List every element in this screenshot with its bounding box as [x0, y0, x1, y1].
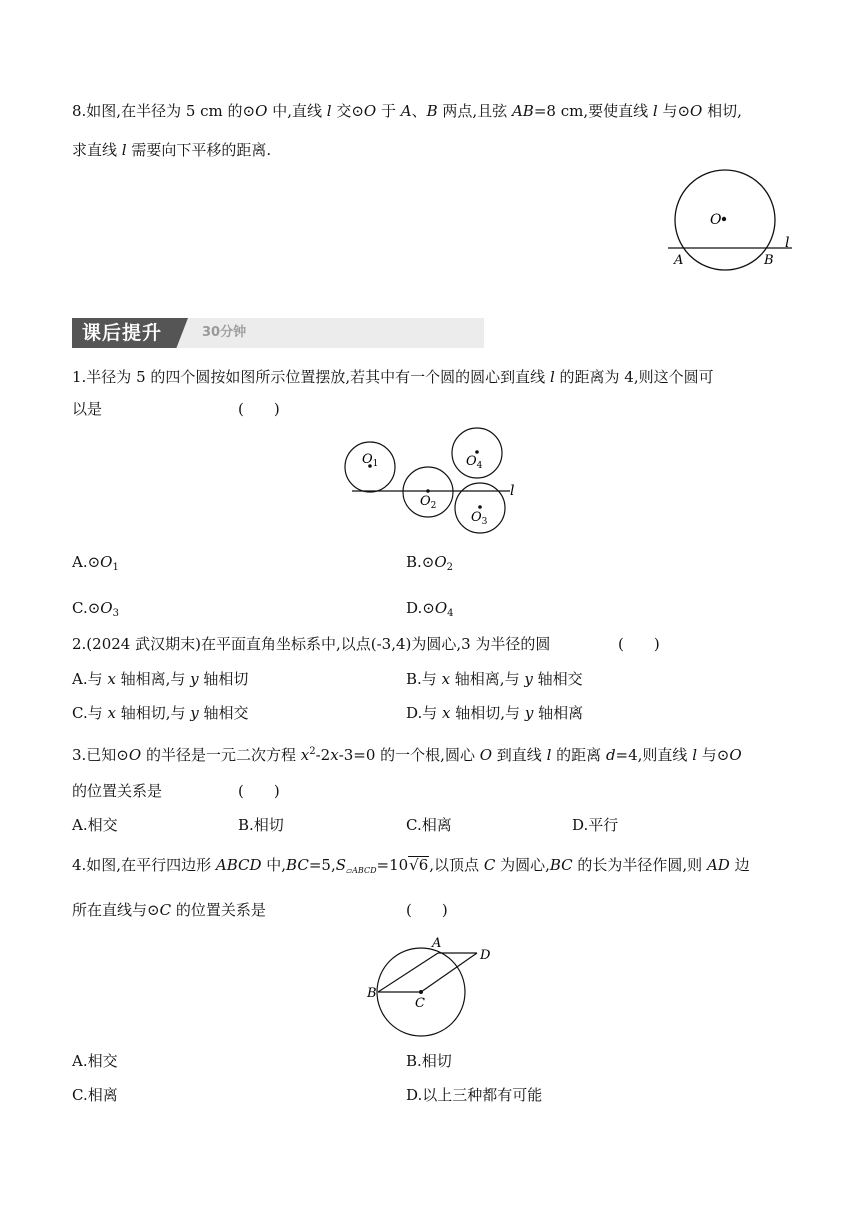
- q4-option-b[interactable]: B.相切: [406, 1052, 452, 1070]
- q1-option-b[interactable]: $B.⊙O_2$: [406, 553, 454, 573]
- q4-sqrt: √6: [409, 856, 429, 874]
- q2-answer-paren: ( ): [618, 635, 660, 653]
- q2-option-b[interactable]: B.与 x 轴相离,与 y 轴相交: [406, 670, 583, 688]
- q1-option-d[interactable]: $D.⊙O_4$: [406, 599, 454, 619]
- q4-center-dot: [419, 990, 423, 994]
- q4-label-a: A: [432, 936, 442, 951]
- q2-option-c[interactable]: C.与 x 轴相切,与 y 轴相交: [72, 704, 249, 722]
- q4-figure: [364, 935, 504, 1045]
- q4-label-b: B: [367, 986, 377, 1001]
- q4-stem-line2: 所在直线与⊙C 的位置关系是: [72, 901, 266, 919]
- q3-stem-line2: 的位置关系是: [72, 782, 163, 800]
- q8-stem-line2: 求直线 l 需要向下平移的距离.: [72, 141, 272, 159]
- q4-stem-line1: 4.如图,在平行四边形 ABCD 中$,BC=5,S_{▱ABCD}=10√6$,以顶点 C 为圆心,BC 的长为半径作圆,则 AD 边: [72, 856, 750, 875]
- q1-stem-line1: 1.半径为 5 的四个圆按如图所示位置摆放,若其中有一个圆的圆心到直线 l 的距离为 4,则这个圆可: [72, 368, 714, 386]
- q1-label-l: l: [510, 483, 515, 499]
- q3-option-d[interactable]: D.平行: [572, 816, 619, 834]
- q1-answer-paren: ( ): [238, 400, 280, 418]
- q1-dot-o3: [478, 505, 482, 509]
- q1-option-a[interactable]: $A.⊙O_1$: [72, 553, 119, 573]
- q1-label-o1: $O_1$: [362, 452, 379, 469]
- q8-label-A: A: [674, 253, 684, 268]
- q4-answer-paren: ( ): [406, 901, 448, 919]
- q1-figure: [340, 425, 530, 535]
- q4-option-d[interactable]: D.以上三种都有可能: [406, 1086, 543, 1104]
- q3-option-b[interactable]: B.相切: [238, 816, 284, 834]
- q8-label-O: O: [710, 212, 722, 228]
- q4-option-a[interactable]: A.相交: [72, 1052, 118, 1070]
- q3-option-a[interactable]: A.相交: [72, 816, 118, 834]
- q8-figure: [660, 170, 800, 270]
- section-title: 课后提升: [82, 322, 163, 344]
- q2-stem: 2.(2024 武汉期末)在平面直角坐标系中,以点(-3,4)为圆心,3 为半径的圆: [72, 635, 551, 653]
- q2-option-a[interactable]: A.与 x 轴相离,与 y 轴相切: [72, 670, 249, 688]
- q4-label-d: D: [480, 948, 491, 963]
- q3-answer-paren: ( ): [238, 782, 280, 800]
- section-time: 30分钟: [202, 325, 247, 340]
- q8-center-dot: [722, 217, 726, 221]
- q8-label-B: B: [764, 253, 774, 268]
- q1-label-o2: $O_2$: [420, 494, 437, 511]
- q8-label-l: l: [785, 235, 790, 251]
- q1-label-o4: $O_4$: [466, 454, 483, 471]
- q1-stem-line2: 以是: [72, 400, 103, 418]
- q1-label-o3: $O_3$: [471, 510, 488, 527]
- q3-stem-line1: 3.已知⊙O 的半径是一元二次方程 $x^2-2x-3=0$ 的一个根,圆心 O 到直线 l 的距离 d=4,则直线 l 与⊙O: [72, 746, 742, 764]
- q4-label-c: C: [415, 996, 425, 1011]
- q3-option-c[interactable]: C.相离: [406, 816, 452, 834]
- q1-option-c[interactable]: $C.⊙O_3$: [72, 599, 119, 619]
- q4-option-c[interactable]: C.相离: [72, 1086, 118, 1104]
- q2-option-d[interactable]: D.与 x 轴相切,与 y 轴相离: [406, 704, 584, 722]
- section-banner: [72, 318, 484, 348]
- q8-stem-line1: 8.如图,在半径为 5 cm 的⊙O 中,直线 l 交⊙O 于 A、B 两点,且弦 AB=8 cm,要使直线 l 与⊙O 相切,: [72, 102, 742, 120]
- q1-dot-o2: [426, 489, 430, 493]
